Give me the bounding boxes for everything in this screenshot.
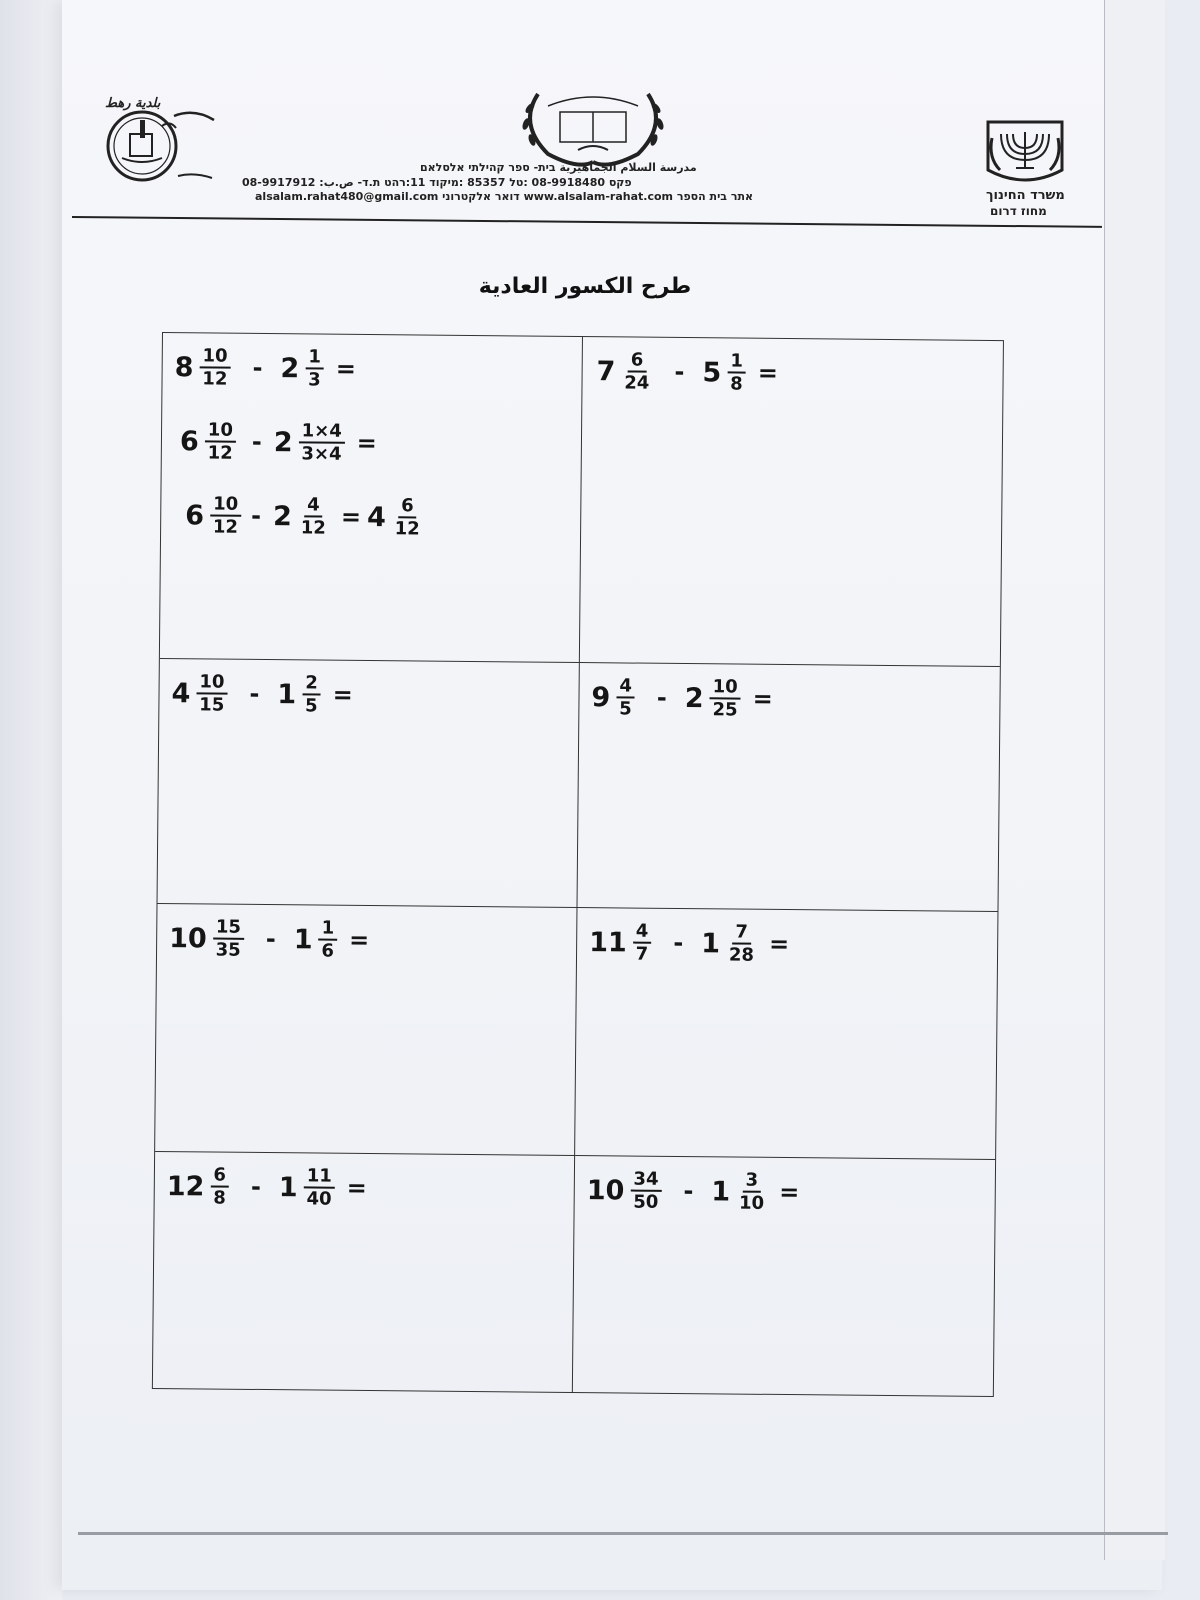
denominator: 12 [212,516,239,538]
equals-sign: = [779,1177,800,1207]
minus-sign: - [251,427,262,456]
numerator: 1 [319,918,338,941]
problem-cell[interactable] [155,904,577,1156]
denominator: 7 [635,943,649,965]
menorah-emblem-icon [978,118,1072,190]
school-contact: 08-9917912 :פקס 08-9918480 :טל 85357 :מיקוד 11:רהט ת.ד- ص.ب [242,176,632,189]
problem-cell[interactable] [573,1156,995,1396]
denominator: 5 [304,695,318,717]
municipality-name: بلدية رهط [105,96,161,111]
denominator: 35 [215,939,241,961]
minus-sign: - [265,925,276,954]
problem-expression [587,1168,985,1216]
problem-cell[interactable] [153,1152,575,1392]
fraction [210,1165,229,1209]
whole-number: 1 [711,1175,731,1207]
equals-sign: = [340,502,362,531]
numerator: 1 [727,350,746,373]
denominator: 10 [738,1192,765,1214]
numerator: 10 [196,671,227,694]
denominator: 12 [300,517,326,539]
whole-number: 6 [185,499,205,531]
numerator: 6 [210,1165,229,1188]
whole-number: 1 [701,927,721,959]
ministry-name: משרד החינוך [986,188,1065,203]
whole-number: 1 [293,923,313,955]
problem-cell[interactable] [160,333,583,663]
numerator: 15 [213,917,244,940]
problem-expression [167,1164,564,1212]
whole-number: 6 [179,425,199,457]
whole-number: 10 [586,1174,625,1206]
numerator: 1 [305,346,324,369]
fraction [709,676,740,720]
minus-sign: - [683,1177,694,1206]
numerator: 7 [732,922,751,945]
numerator: 6 [628,349,647,372]
problem-cell[interactable] [577,663,999,912]
whole-number: 4 [171,677,191,709]
problem-expression [174,345,571,393]
fraction [726,921,757,965]
problem-expression [591,675,989,723]
numerator: 4 [304,494,323,517]
whole-number: 12 [166,1170,205,1202]
fraction [196,671,227,715]
school-web: alsalam.rahat480@gmail.com דואר אלקטרוני www.alsalam-rahat.com אתר בית הספר [255,190,753,203]
fraction [727,350,746,394]
fraction [199,345,230,389]
denominator: 8 [213,1187,226,1209]
whole-number: 7 [596,355,616,387]
fraction [213,917,244,961]
work-step [185,493,570,541]
denominator: 15 [199,694,225,716]
denominator: 12 [202,368,228,390]
numerator: 2 [302,672,321,695]
work-step [180,419,571,467]
denominator: 40 [306,1188,332,1210]
worksheet-title: طرح الكسور العادية [478,274,692,299]
minus-sign: - [249,679,260,708]
page-bottom-edge [78,1532,1168,1535]
minus-sign: - [674,357,685,387]
whole-number: 2 [280,352,300,384]
fraction [616,675,635,719]
fraction [621,349,652,393]
numerator: 6 [398,495,417,518]
school-emblem-icon [508,84,678,170]
equals-sign: = [752,684,773,713]
numerator: 10 [199,345,230,368]
denominator: 3 [308,369,321,391]
denominator: 25 [712,699,738,721]
fraction [205,419,236,463]
denominator: 12 [207,442,233,464]
binder-margin [0,0,62,1600]
whole-number: 1 [278,1171,298,1203]
whole-number: 4 [366,501,386,533]
equals-sign: = [757,358,779,387]
equals-sign: = [335,354,357,383]
whole-number: 11 [589,926,627,958]
minus-sign: - [252,353,263,382]
numerator: 10 [710,676,741,699]
problem-expression [589,920,987,968]
minus-sign: - [673,928,684,958]
problem-grid [152,332,1004,1397]
problem-cell[interactable] [575,908,997,1160]
fraction [210,493,241,537]
problem-cell[interactable] [158,659,580,908]
problem-expression [171,671,568,719]
numerator: 3 [742,1170,761,1193]
fraction [392,495,423,539]
whole-number: 5 [702,356,722,388]
denominator: 50 [633,1191,659,1213]
whole-number: 2 [272,500,293,532]
numerator: 4 [616,675,635,698]
whole-number: 8 [174,351,194,383]
fraction [633,921,652,965]
equals-sign: = [768,929,790,959]
numerator: 4 [633,921,652,944]
denominator: 3×4 [301,443,342,465]
denominator: 6 [321,940,335,962]
numerator: 11 [304,1165,335,1188]
denominator: 12 [394,518,420,540]
school-name: مدرسة السلام الجماهيرية בית- ספר קהילתי אלסלאם [420,161,697,174]
problem-expression [169,916,566,964]
denominator: 8 [730,373,743,395]
fraction [305,346,324,390]
whole-number: 9 [591,681,611,713]
minus-sign: - [250,1172,262,1201]
page-edge [1104,0,1165,1560]
fraction [298,494,329,538]
equals-sign: = [356,428,377,458]
fraction [303,1165,334,1209]
fraction [630,1169,661,1213]
whole-number: 1 [277,678,297,710]
equals-sign: = [332,680,353,709]
fraction [298,420,345,464]
minus-sign: - [656,683,667,712]
fraction [302,672,321,716]
whole-number: 2 [684,682,704,714]
equals-sign: = [346,1173,367,1203]
whole-number: 10 [169,922,207,954]
fraction [318,918,337,962]
equals-sign: = [348,925,370,955]
problem-cell[interactable] [580,337,1003,667]
fraction [736,1170,767,1214]
numerator: 34 [630,1169,661,1192]
whole-number: 2 [273,426,293,458]
numerator: 10 [205,419,236,442]
denominator: 5 [619,698,632,720]
ministry-district: מחוז דרום [990,204,1047,218]
numerator: 1×4 [299,420,345,443]
denominator: 24 [624,372,650,394]
problem-expression [596,349,992,397]
minus-sign: - [250,501,262,530]
numerator: 10 [210,493,241,516]
denominator: 28 [728,944,755,966]
